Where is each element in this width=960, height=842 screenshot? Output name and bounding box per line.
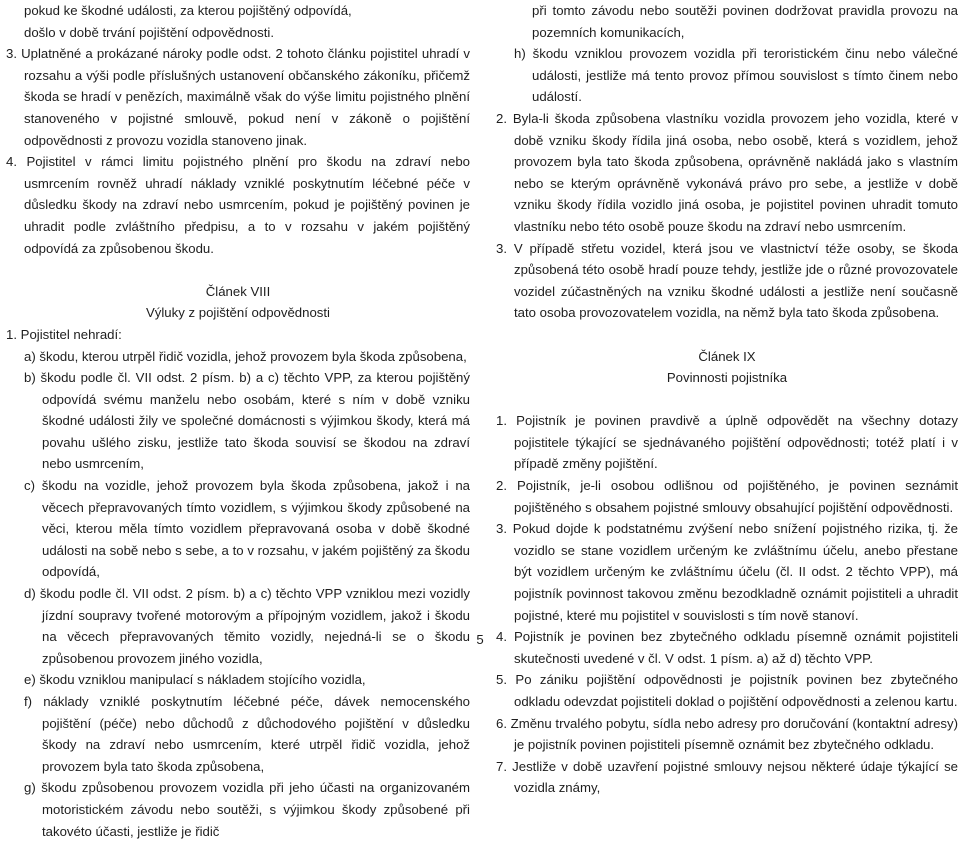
exclusions-intro: 1. Pojistitel nehradí: [6, 324, 470, 346]
duty-item-2: 2. Pojistník, je-li osobou odlišnou od pojištěného, je povinen seznámit pojištěného s obsahem pojistné smlouvy obsahující pojištění odpovědnosti. [496, 475, 958, 518]
duty-item-1: 1. Pojistník je povinen pravdivě a úplně odpovědět na všechny dotazy pojistitele týkající se sjednávaného pojištění odpovědnosti; totéž platí i v případě změny pojištění. [496, 410, 958, 475]
article-viii-subtitle: Výluky z pojištění odpovědnosti [6, 302, 470, 324]
article-ix-subtitle: Povinnosti pojistníka [496, 367, 958, 389]
paragraph-item-4: 4. Pojistitel v rámci limitu pojistného plnění pro škodu na zdraví nebo usmrcením rovněž uhradí náklady vzniklé poskytnutím léčebné péče v důsledku škody na zdraví nebo usmrcením, pokud je pojištěný povinen je uhradit podle zvláštního předpisu, a to v rozsahu v jakém pojištěný odpovídá za způsobenou škodu. [6, 151, 470, 259]
exclusions-list [6, 346, 470, 842]
exclusion-d: d) škodu podle čl. VII odst. 2 písm. b) a c) těchto VPP vzniklou mezi vozidly jízdní soupravy tvořené motorovým a přípojným vozidlem, jakož i škodu na věcech přepravovaných těmito vozidly, nejedná-li se o škodu způsobenou provozem jiného vozidla, [24, 583, 470, 669]
exclusion-g-continued: při tomto závodu nebo soutěži povinen dodržovat pravidla provozu na pozemních komunikacích, [514, 0, 958, 43]
exclusion-f: f) náklady vzniklé poskytnutím léčebné péče, dávek nemocenského pojištění (péče) nebo důchodů z důchodového pojištění v důsledku škody na zdraví nebo usmrcením, které utrpěl řidič vozidla, jehož provozem byla tato škoda způsobena, [24, 691, 470, 777]
exclusion-b: b) škodu podle čl. VII odst. 2 písm. b) a c) těchto VPP, za kterou pojištěný odpovídá svému manželu nebo osobám, které s ním v době vzniku škodné události žily ve společné domácnosti s výjimkou škody, která má povahu ušlého zisku, jestliže tato škoda souvisí se škodou na zdraví nebo usmrcením, [24, 367, 470, 475]
duty-item-3: 3. Pokud dojde k podstatnému zvýšení nebo snížení pojistného rizika, tj. že vozidlo se stane vozidlem určeným ke zvláštnímu účelu, anebo přestane být vozidlem určeným ke zvláštnímu účelu (čl. II odst. 2 těchto VPP), má pojistník povinnost takovou změnu bezodkladně oznámit pojistiteli a uhradit pojistné, které mu pojistitel v souvislosti s tím nově stanoví. [496, 518, 958, 626]
exclusion-a: a) škodu, kterou utrpěl řidič vozidla, jehož provozem byla škoda způsobena, [24, 346, 470, 368]
paragraph-item-3: 3. V případě střetu vozidel, která jsou ve vlastnictví téže osoby, se škoda způsobená této osobě hradí pouze tehdy, jestliže jde o různé provozovatele vozidel zúčastněných na vzniku škodné události a jestliže není současně tato osoba provozovatelem vozidla, na němž byla tato škoda způsobena. [496, 238, 958, 324]
exclusion-e: e) škodu vzniklou manipulací s nákladem stojícího vozidla, [24, 669, 470, 691]
paragraph-item-2: 2. Byla-li škoda způsobena vlastníku vozidla provozem jeho vozidla, které v době vzniku škody řídila jiná osoba, nebo osobě, která s vozidlem, jehož provozem byla tato škoda způsobena, oprávněně nakládá jako s vlastním nebo se kterým oprávněně vykonává právo pro sebe, a jestliže v době vzniku škody řídila vozidlo jiná osoba, je pojistitel povinen uhradit tomuto vlastníku nebo této osobě pouze škodu na zdraví nebo usmrcením. [496, 108, 958, 238]
continued-line-2: došlo v době trvání pojištění odpovědnosti. [6, 22, 470, 44]
exclusion-h: h) škodu vzniklou provozem vozidla při teroristickém činu nebo válečné události, jestliže má tento provoz přímou souvislost s tímto činem nebo událostí. [514, 43, 958, 108]
article-viii-title: Článek VIII [6, 281, 470, 303]
continued-line-1: pokud ke škodné události, za kterou pojištěný odpovídá, [6, 0, 470, 22]
right-column [496, 0, 958, 799]
duty-item-5: 5. Po zániku pojištění odpovědnosti je pojistník povinen bez zbytečného odkladu odevzdat pojistiteli doklad o pojištění odpovědnosti a zelenou kartu. [496, 669, 958, 712]
exclusion-c: c) škodu na vozidle, jehož provozem byla škoda způsobena, jakož i na věcech přepravovaných tímto vozidlem, s výjimkou škody způsobené na věci, kterou měla tímto vozidlem přepravovaná osoba v době škodné události na sobě nebo s sebe, a to v rozsahu, v jakém pojištěný za škodu odpovídá, [24, 475, 470, 583]
article-ix-title: Článek IX [496, 346, 958, 368]
duty-item-7: 7. Jestliže v době uzavření pojistné smlouvy nejsou některé údaje týkající se vozidla známy, [496, 756, 958, 799]
exclusions-list-continued [496, 0, 958, 108]
page-number: 5 [0, 629, 960, 651]
exclusion-g: g) škodu způsobenou provozem vozidla při jeho účasti na organizovaném motoristickém závodu nebo soutěži, s výjimkou škody způsobené při takovéto účasti, jestliže je řidič [24, 777, 470, 842]
left-column [6, 0, 470, 842]
duty-item-6: 6. Změnu trvalého pobytu, sídla nebo adresy pro doručování (kontaktní adresy) je pojistník povinen pojistiteli písemně oznámit bez zbytečného odkladu. [496, 713, 958, 756]
paragraph-item-3: 3. Uplatněné a prokázané nároky podle odst. 2 tohoto článku pojistitel uhradí v rozsahu a výši podle příslušných ustanovení občanského zákoníku, přičemž škoda se hradí v penězích, maximálně však do výše limitu pojistného plnění stanoveného v pojistné smlouvě, pokud není v zákoně o pojištění odpovědnosti z provozu vozidla stanoveno jinak. [6, 43, 470, 151]
duty-item-4: 4. Pojistník je povinen bez zbytečného odkladu písemně oznámit pojistiteli skutečnosti uvedené v čl. V odst. 1 písm. a) až d) těchto VPP. [496, 626, 958, 669]
